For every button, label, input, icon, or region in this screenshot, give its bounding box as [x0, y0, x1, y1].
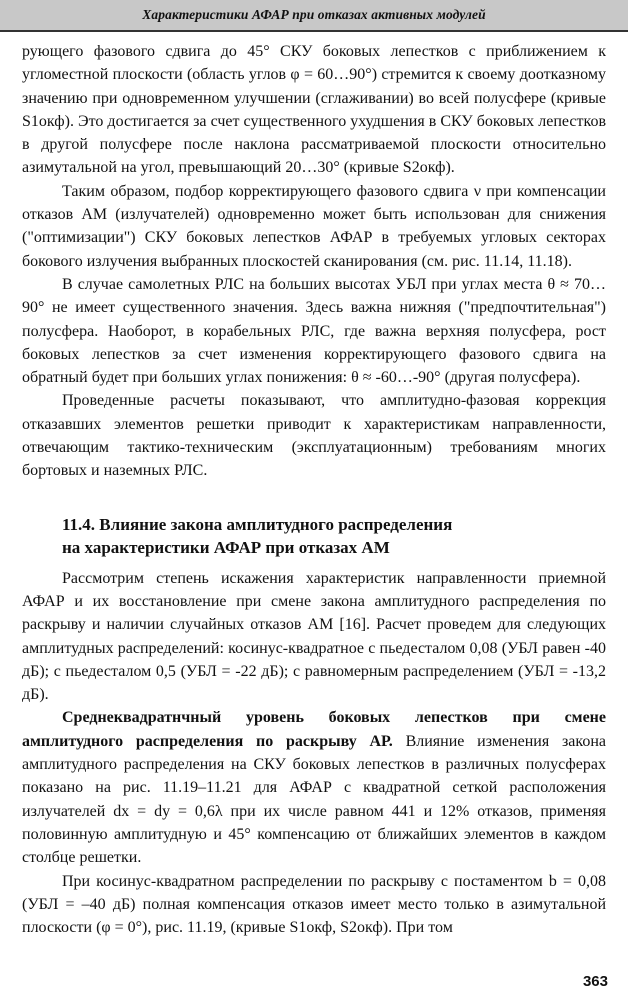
paragraph-2: Таким образом, подбор корректирующего фазового сдвига ν при компенсации отказов АМ (излучателей) одновременно может быть использован для снижения ("оптимизации") СКУ боковых лепестков АФАР в требуемых угловых секторах бокового излучения выбранных плоскостей сканирования (см. рис. 11.14, 11.18). [22, 182, 606, 270]
body-text [22, 40, 606, 939]
paragraph-4: Проведенные расчеты показывают, что амплитудно-фазовая коррекция отказавших элементов решетки приводит к характеристикам направленности, отвечающим тактико-техническим (эксплуатационным) требованиям многих бортовых и наземных РЛС. [22, 392, 606, 480]
paragraph-6-bold-lead: Среднеквадратнчный уровень боковых лепестков при смене амплитудного распределения по раскрыву АР. [22, 709, 606, 750]
paragraph-6-text: Влияние изменения закона амплитудного распределения на СКУ боковых лепестков в различных полусферах показано на рис. 11.19–11.21 для АФАР с квадратной сеткой расположения излучателей dx = dy = 0,6λ при их числе равном 441 и 12% отказов, применяя половинную амплитудную и 45° компенсацию от ближайших элементов в каждом столбце решетки. [22, 732, 606, 867]
section-heading [22, 513, 606, 559]
paragraph-6 [22, 706, 606, 869]
paragraph-7: При косинус-квадратном распределении по раскрыву с постаментом b = 0,08 (УБЛ = –40 дБ) полная компенсация отказов имеет место только в азимутальной плоскости (φ = 0°), рис. 11.19, (кривые S1окф, S2окф). При том [22, 872, 606, 937]
paragraph-3: В случае самолетных РЛС на больших высотах УБЛ при углах места θ ≈ 70…90° не имеет существенного значения. Здесь важна нижняя ("предпочтительная") полусфера. Наоборот, в корабельных РЛС, где важна верхняя полусфера, рост боковых лепестков за счет изменения корректирующего фазового сдвига на обратный будет при больших углах понижения: θ ≈ -60…-90° (другая полусфера). [22, 275, 606, 387]
page-number: 363 [582, 973, 608, 990]
paragraph-5: Рассмотрим степень искажения характеристик направленности приемной АФАР и их восстановление при смене закона амплитудного распределения по раскрыву и наличии случайных отказов АМ [16]. Расчет проведем для следующих амплитудных распределений: косинус-квадратное с пьедесталом 0,08 (УБЛ равен -40 дБ); с пьедесталом 0,5 (УБЛ = -22 дБ); с равномерным распределением (УБЛ = -13,2 дБ). [22, 569, 606, 704]
running-header: Характеристики АФАР при отказах активных модулей [0, 0, 628, 32]
paragraph-1: рующего фазового сдвига до 45° СКУ боковых лепестков с приближением к угломестной плоскости (область углов φ = 60…90°) стремится к своему доотказному значению при одновременном улучшении (сглаживании) во всей полусфере (кривые S1окф). Это достигается за счет существенного ухудшения в СКУ боковых лепестков в другой полусфере после наклона рассматриваемой плоскости относительно азимутальной на угол, превышающий 20…30° (кривые S2окф). [22, 43, 606, 177]
section-heading-line-1: 11.4. Влияние закона амплитудного распределения [62, 514, 453, 534]
section-heading-line-2: на характеристики АФАР при отказах АМ [62, 537, 390, 557]
